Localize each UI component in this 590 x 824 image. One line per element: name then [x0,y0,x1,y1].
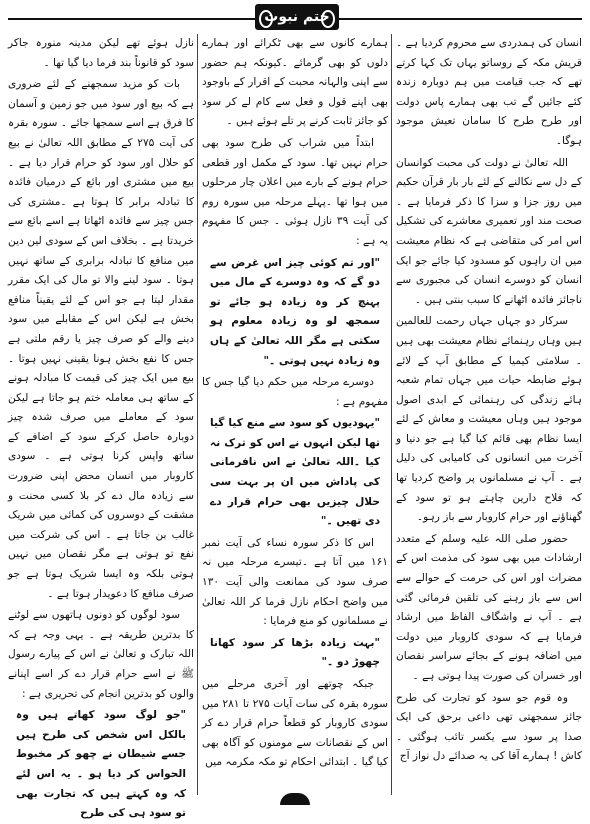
paragraph: اللہ تعالیٰ نے دولت کی محبت کوانسان کے دل سے نکالنے کے لئے بار بار قرآن حکیم میں روز جزا و سزا کا ذکر فرمایا ہے ۔صحت مند اور تعمیری معاشرے کی تشکیل اس امر کی متقاضی ہے کہ نظام معیشت میں ان راہوں کو مسدود کیا جائے جو ایک انسان کو دوسرے انسان کی مجبوری سے ناجائز فائدہ اٹھانے کا سبب بنتی ہیں ۔ [396,156,582,306]
paragraph: اس کا ذکر سورہ نساء کی آیت نمبر ۱۶۱ میں آتا ہے ۔تیسرے مرحلہ میں نہ صرف سود کی ممانعت والی آیت ۱۳۰ میں واضح احکام نازل فرما کر اللہ تعالیٰ نے مسلمانوں کو منع فرمایا : [202,536,388,628]
column-divider [391,34,392,795]
paragraph: انسان کی ہمدردی سے محروم کردیا ہے ۔قریش مکہ کے روساتو یہاں تک کہا کرتے تھے کہ جب قیامت میں ہم دوبارہ زندہ کئے جائیں گے تب بھی ہمارے پاس دولت اور طرح طرح کا سامان تعیش موجود ہوگا۔ [396,37,582,147]
paragraph: وہ قوم جو سود کو تجارت کی طرح جائز سمجھتی تھی داعی برحق کی ایک صدا پر سود سے یکسر تائب ہوگئی ۔ کاش ! ہمارے آقا کی یہ صدائے دل نواز آج [396,691,582,763]
paragraph: ہمارے کانوں سے بھی ٹکرائے اور ہمارے دلوں کو بھی گرمائے ۔کیونکہ ہم حضور سے اپنی والہانہ محبت کے اقرار کے باوجود بھی اپنے قول و فعل سے کام لے کر سود کو جائز ثابت کرنے پر تلے ہوئے ہیں ۔ [202,37,388,128]
paragraph: دوسرے مرحلہ میں حکم دیا گیا جس کا مفہوم ہے : [202,376,388,408]
paragraph: ابتداً میں شراب کی طرح سود بھی حرام نہیں تھا۔ سود کے مکمل اور قطعی حرام ہونے کے بارے میں اعلان چار مرحلوں میں ہوا تھا ۔پہلے مرحلہ میں سورہ روم کی آیت ۳۹ نازل ہوئی ۔ جس کا مفہوم یہ ہے : [202,136,388,247]
paragraph: جبکہ چوتھے اور آخری مرحلے میں سورہ بقرہ کی سات آیات ۲۷۵ تا ۲۸۱ میں سودی کاروبار کو قطعاً حرام قرار دے کر اس کے نقصانات سے مومنوں کو آگاہ بھی کیا گیا ۔ ابتدائی احکام تو مکہ مکرمہ میں [202,678,388,769]
section-title: ختم نبوت [264,9,330,25]
column-divider [197,34,198,795]
section-title-badge [255,4,339,30]
quoted-verse: "اور تم کوئی چیز اس غرض سے دو گے کہ وہ دوسرے کے مال میں پہنچ کر وہ زیادہ ہو جائے تو سمجھ لو وہ زیادہ معلوم ہو سکتی ہے مگر اللہ تعالیٰ کے ہاں وہ زیادہ نہیں ہوتی ۔" [210,256,380,367]
paragraph: سود لوگوں کو دونوں ہاتھوں سے لوٹنے کا بدترین طریقہ ہے ۔ یہی وجہ ہے کہ اللہ تبارک و تعالیٰ نے اس کے پیارے رسول ﷺ نے اسے حرام قرار دے کر اسے اپنانے والوں کو بدترین انجام کی تحریری ہے : [8,609,194,700]
paragraph: حضور صلی اللہ علیہ وسلم کے متعدد ارشادات میں بھی سود کی مذمت اس کے مضرات اور اس کی حرمت کے حوالے سے اس سے باز رہنے کی تلقین فرمائی گئی ہے ۔ آپ نے واشگاف الفاظ میں ارشاد فرمایا ہے کہ سودی کاروبار میں دولت میں اضافہ ہونے کے بجائے سراسر نقصان اور خسران کی صورت پیدا ہوتی ہے ۔ [396,532,582,682]
paragraph: نازل ہوئے تھے لیکن مدینہ منورہ جاکر سود کو قانوناً بند فرما دیا گیا تھا ۔ [8,37,194,69]
quoted-verse: "بہت زیادہ بڑھا کر سود کھانا چھوڑ دو ۔" [210,636,380,669]
page-number-tab [280,793,310,805]
paragraph: بات کو مزید سمجھنے کے لئے ضروری ہے کہ بیع اور سود میں جو زمین و آسمان کا فرق ہے اسے سمجھا جائے ۔ سورہ بقرہ کی آیت ۲۷۵ کے مطابق اللہ تعالیٰ نے بیع کو حلال اور سود کو حرام قرار دیا ہے ۔ بیع میں مشتری اور بائع کے درمیان فائدہ کا تبادلہ برابر کا ہوتا ہے ۔مشتری کی جس چیز سے فائدہ اٹھاتا ہے اسے بائع سے خریدتا ہے ۔ بخلاف اس کے سودی لین دین میں منافع کا تبادلہ برابری کے ساتھ نہیں ہوتا ۔ سود لینے والا تو مال کی ایک مقرر مقدار لیتا ہے جو اس کے لئے یقیناً منافع بخش ہے لیکن اس کے مقابلے میں سود دینے والے کو صرف چیز یا رقم ملتی ہے جس کا نفع بخش ہونا یقینی نہیں ہوتا ۔ بیع میں ایک چیز کی قیمت کا مبادلہ ہونے کے ساتھ ہی معاملہ ختم ہو جاتا ہے لیکن سود کے معاملے میں صرف شدہ چیز دوبارہ حاصل کرکے سود کے اضافے کے ساتھ واپس کرنا ہوتی ہے ۔ سودی کاروبار میں انسان محض اپنی ضرورت سے زیادہ مال دے کر بلا کسی محنت و مشقت کے دوسروں کی کمائی میں شریک غالب بن جاتا ہے ۔ اس کی شرکت میں نفع تو ہوتی ہے مگر نقصان میں نہیں ہوتی بلکہ وہ ایسا شریک ہوتا ہے جو صرف منافع کا دعویدار ہوتا ہے ۔ [8,78,194,600]
quoted-verse: "جو لوگ سود کھاتے ہیں وہ بالکل اس شخص کی طرح ہیں جسے شیطان نے چھو کر مخبوط الحواس کر دیا ہو ۔ یہ اس لئے کہ وہ کہتے ہیں کہ تجارت بھی تو سود ہی کی طرح [16,709,186,820]
column-left [8,34,194,820]
column-middle [202,34,388,795]
quoted-verse: "یہودیوں کو سود سے منع کیا گیا تھا لیکن انہوں نے اس کو ترک نہ کیا ۔اللہ تعالیٰ نے اس نافرمانی کی پاداش میں ان پر بہت سی حلال چیزیں بھی حرام قرار دے دی تھیں ۔" [210,417,380,528]
paragraph: سرکار دو جہاں جہاں رحمت للعالمین ہیں وہاں رہنمائے نظام معیشت بھی ہیں ۔ سلامتی کیمیا کے مطابق آپ کے لائے ہوئے ضابطہ حیات میں جہاں تمام شعبہ ہائے زندگی کی رہنمائی کے ابدی اصول موجود ہیں وہاں معیشت و معاش کے لئے ایسا نظام بھی قائم کیا گیا ہے جو دنیا و آخرت میں انسانوں کی کامیابی کی دلیل ہے ۔ آپ نے مسلمانوں پر واضح کردیا تھا کہ فلاح دارین چاہتے ہو تو سود کے گھناؤنے اور حرام کاروبار سے باز رہو۔ [396,315,582,524]
text-columns [8,34,582,820]
column-right [396,34,582,795]
